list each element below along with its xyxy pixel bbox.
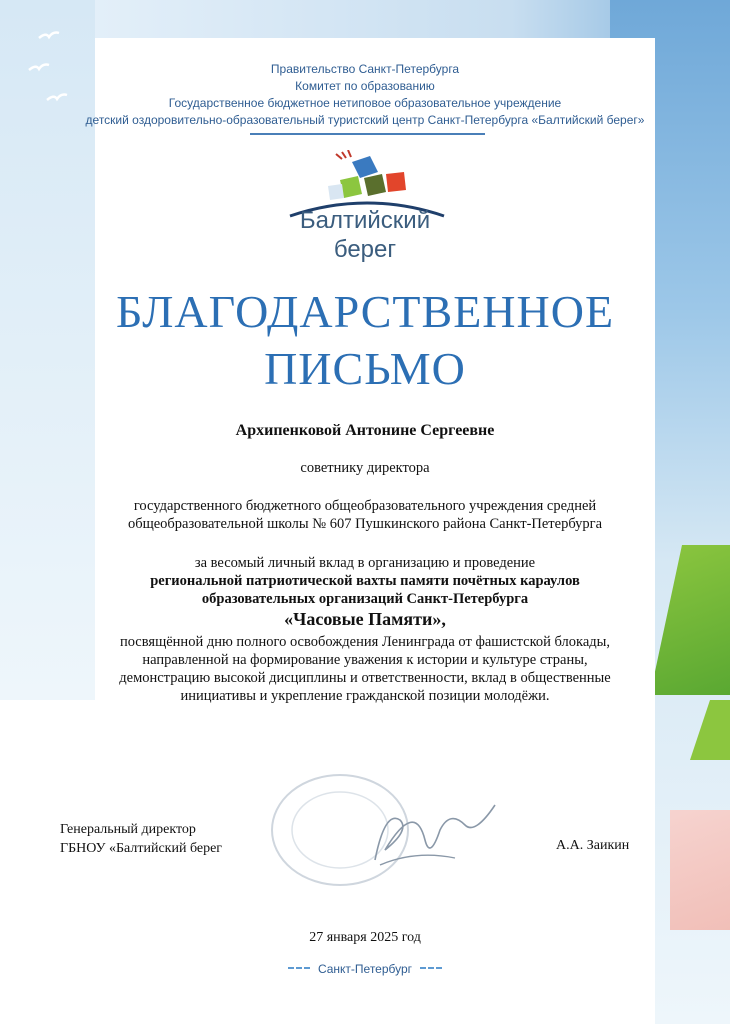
logo-text-coast: берег (333, 236, 397, 263)
footer-city-label: Санкт-Петербург (317, 962, 413, 976)
header-committee: Комитет по образованию (295, 79, 435, 93)
dash-decoration-right (420, 967, 442, 973)
recipient-org-line1: государственного бюджетного общеобразовательного учреждения средней (133, 498, 597, 514)
signatory-name: А.А. Заикин (556, 838, 630, 853)
logo-text-baltic: Балтийский (299, 207, 431, 234)
event-name: «Часовые Памяти», (284, 609, 446, 629)
recipient-org-line2: общеобразовательной школы № 607 Пушкинского района Санкт-Петербурга (127, 516, 603, 532)
document-title-line1: БЛАГОДАРСТВЕННОЕ (115, 286, 615, 337)
footer-city (0, 962, 730, 976)
body-line7: демонстрацию высокой дисциплины и ответственности, вклад в общественные (119, 670, 611, 686)
body-line1: за весомый личный вклад в организацию и проведение (194, 555, 536, 571)
header-government: Правительство Санкт-Петербурга (270, 62, 460, 76)
signatory-title (60, 820, 222, 858)
document-title-line2: ПИСЬМО (264, 343, 466, 394)
body-line5: посвящённой дню полного освобождения Ленинграда от фашистской блокады, (119, 634, 611, 650)
body-line2: региональной патриотической вахты памяти почётных караулов (150, 573, 580, 589)
document-date: 27 января 2025 год (309, 930, 421, 945)
body-line8: инициативы и укрепление гражданской позиции молодёжи. (180, 688, 550, 704)
signature-icon (355, 790, 505, 880)
signatory-title-line2: ГБНОУ «Балтийский берег (60, 841, 223, 856)
decorative-pink-band (670, 810, 730, 930)
body-line3: образовательных организаций Санкт-Петербурга (201, 591, 529, 607)
recipient-position: советнику директора (300, 460, 430, 476)
header-divider (250, 133, 485, 135)
bird-icon (38, 30, 60, 40)
signatory-title-line1: Генеральный директор (60, 822, 196, 837)
recipient-name: Архипенковой Антонине Сергеевне (235, 422, 495, 439)
body-line6: направленной на формирование уважения к истории и культуре страны, (142, 652, 588, 668)
dash-decoration-left (288, 967, 310, 973)
header-institution-type: Государственное бюджетное нетиповое образовательное учреждение (168, 96, 562, 110)
header-institution-name: детский оздоровительно-образовательный туристский центр Санкт-Петербурга «Балтийский берег» (85, 113, 645, 127)
